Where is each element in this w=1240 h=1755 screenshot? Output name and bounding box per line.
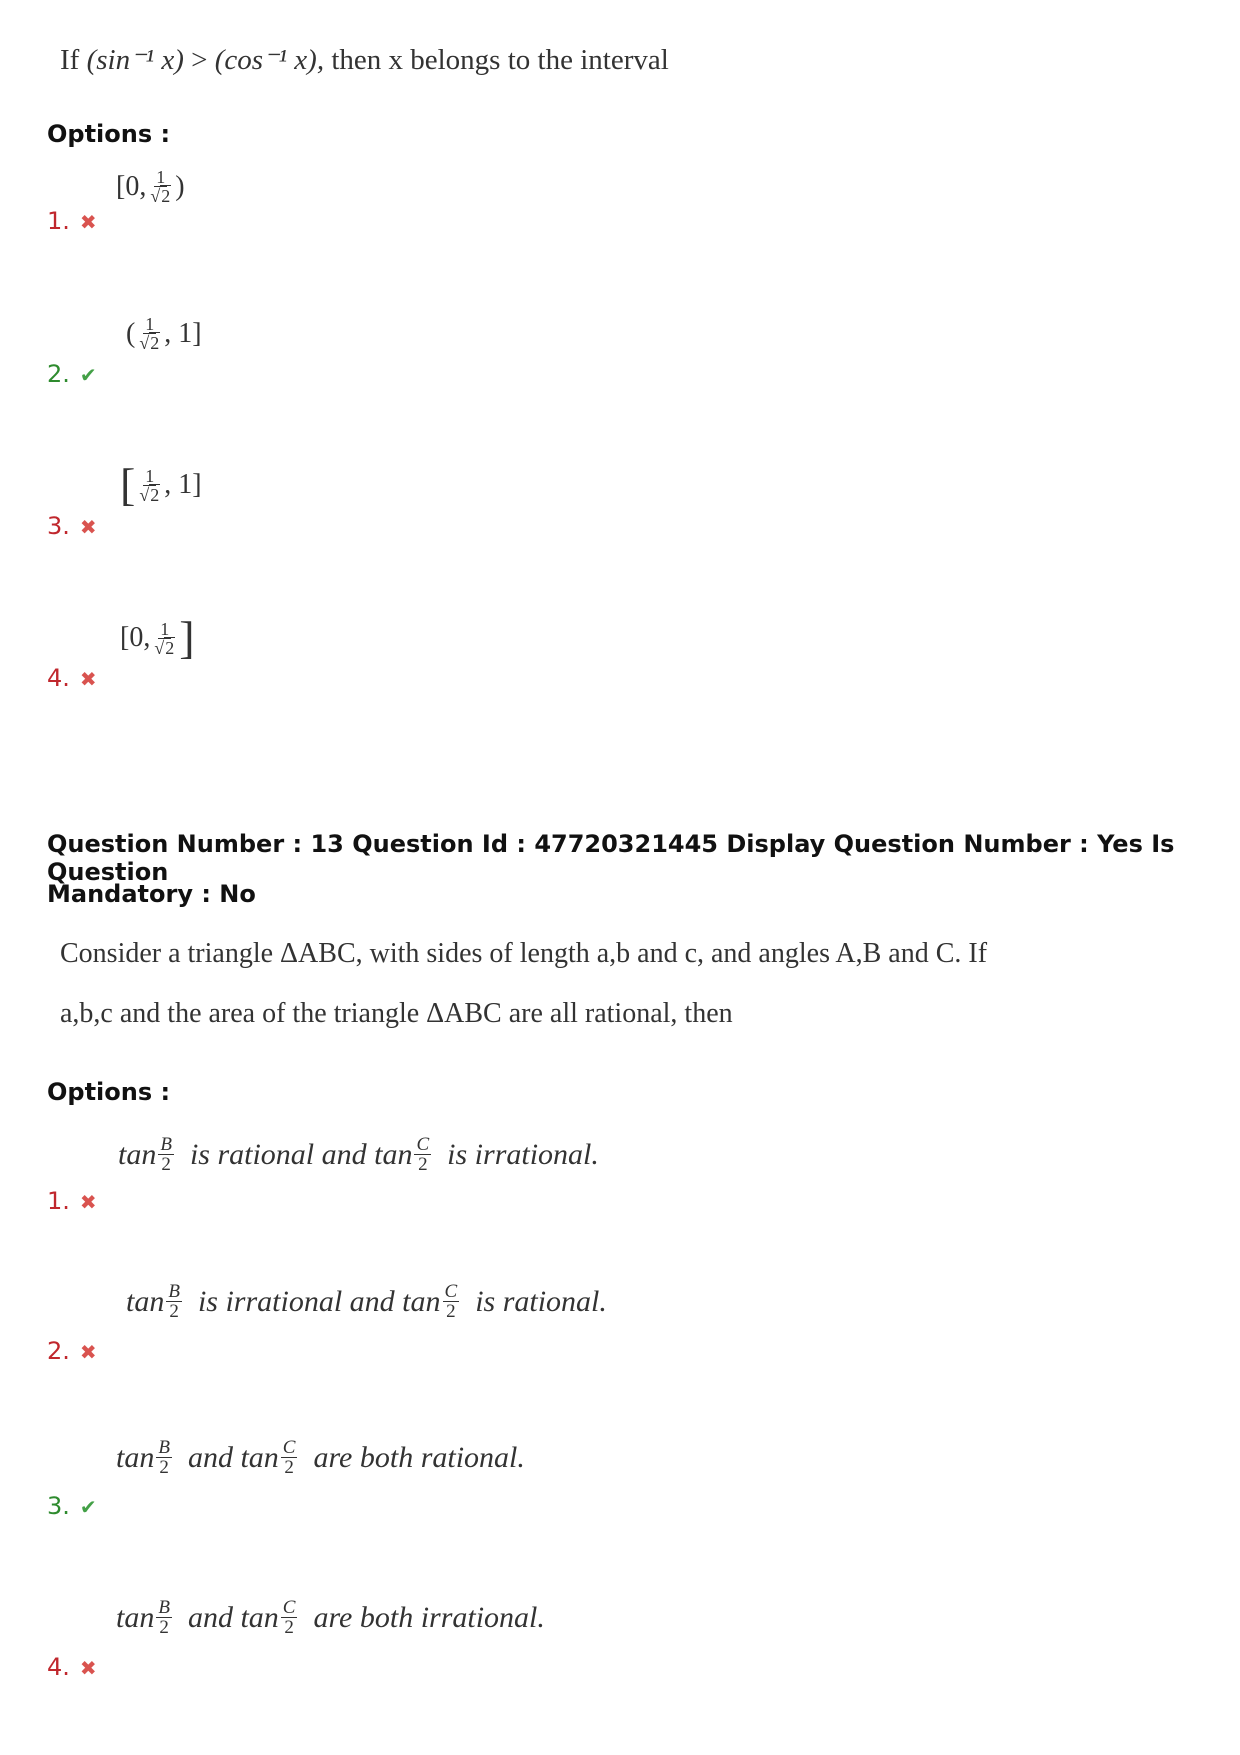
stem-if: If: [60, 44, 80, 76]
wrong-icon: ✖: [79, 667, 97, 691]
option-number[interactable]: 3. ✔: [47, 1492, 97, 1520]
option-4-interval[interactable]: [0, $\frac{1}{√2}$ ]: [120, 612, 195, 663]
fraction-c-over-2: $\frac{C}{2}$: [282, 1437, 296, 1478]
option-number[interactable]: 1. ✖: [47, 207, 97, 235]
option-1-statement[interactable]: tan $\frac{B}{2}$ is rational and tan $\frac{C}{2}$ is irrational.: [118, 1134, 599, 1175]
option-number[interactable]: 3. ✖: [47, 512, 97, 540]
option-number[interactable]: 1. ✖: [47, 1187, 97, 1215]
fraction-c-over-2: $\frac{C}{2}$: [444, 1281, 458, 1322]
check-icon: ✔: [79, 363, 97, 387]
fraction-c-over-2: $\frac{C}{2}$: [282, 1597, 296, 1638]
stem-rest: then x belongs to the interval: [331, 44, 669, 76]
wrong-icon: ✖: [79, 210, 97, 234]
wrong-icon: ✖: [79, 1190, 97, 1214]
question-12-stem: [60, 42, 669, 77]
fraction-b-over-2: $\frac{B}{2}$: [160, 1134, 172, 1175]
fraction: $\frac{1}{√2}$: [150, 167, 171, 206]
option-number[interactable]: 4. ✖: [47, 664, 97, 692]
option-4-statement[interactable]: tan $\frac{B}{2}$ and tan $\frac{C}{2}$ are both irrational.: [116, 1597, 545, 1638]
fraction-b-over-2: $\frac{B}{2}$: [158, 1437, 170, 1478]
option-number[interactable]: 2. ✖: [47, 1337, 97, 1365]
wrong-icon: ✖: [79, 515, 97, 539]
option-2-statement[interactable]: tan $\frac{B}{2}$ is irrational and tan $\frac{C}{2}$ is rational.: [126, 1281, 607, 1322]
option-2-interval[interactable]: ( $\frac{1}{√2}$ , 1]: [126, 314, 202, 353]
option-3-interval[interactable]: [ $\frac{1}{√2}$ , 1]: [120, 459, 202, 510]
fraction: $\frac{1}{√2}$: [139, 314, 160, 353]
option-number[interactable]: 4. ✖: [47, 1653, 97, 1681]
question-13-stem-line2: a,b,c and the area of the triangle ΔABC are all rational, then: [60, 998, 733, 1029]
options-label: Options :: [47, 120, 171, 148]
stem-rhs: (cos⁻¹ x),: [214, 44, 325, 76]
question-13-stem-line1: Consider a triangle ΔABC, with sides of length a,b and c, and angles A,B and C. If: [60, 938, 988, 969]
check-icon: ✔: [79, 1495, 97, 1519]
fraction-b-over-2: $\frac{B}{2}$: [168, 1281, 180, 1322]
fraction: $\frac{1}{√2}$: [139, 465, 160, 505]
question-13-header-line1: Question Number : 13 Question Id : 47720321445 Display Question Number : Yes Is Question: [47, 830, 1175, 886]
options-label: Options :: [47, 1078, 171, 1106]
question-13-header-line2: Mandatory : No: [47, 880, 256, 908]
option-1-interval[interactable]: [0, $\frac{1}{√2}$ ): [116, 167, 185, 206]
option-number[interactable]: 2. ✔: [47, 360, 97, 388]
fraction-c-over-2: $\frac{C}{2}$: [416, 1134, 430, 1175]
wrong-icon: ✖: [79, 1340, 97, 1364]
wrong-icon: ✖: [79, 1656, 97, 1680]
stem-lhs: (sin⁻¹ x): [86, 44, 184, 76]
stem-gt: >: [191, 44, 208, 76]
option-3-statement[interactable]: tan $\frac{B}{2}$ and tan $\frac{C}{2}$ are both rational.: [116, 1437, 525, 1478]
fraction-b-over-2: $\frac{B}{2}$: [158, 1597, 170, 1638]
fraction: $\frac{1}{√2}$: [154, 618, 175, 658]
